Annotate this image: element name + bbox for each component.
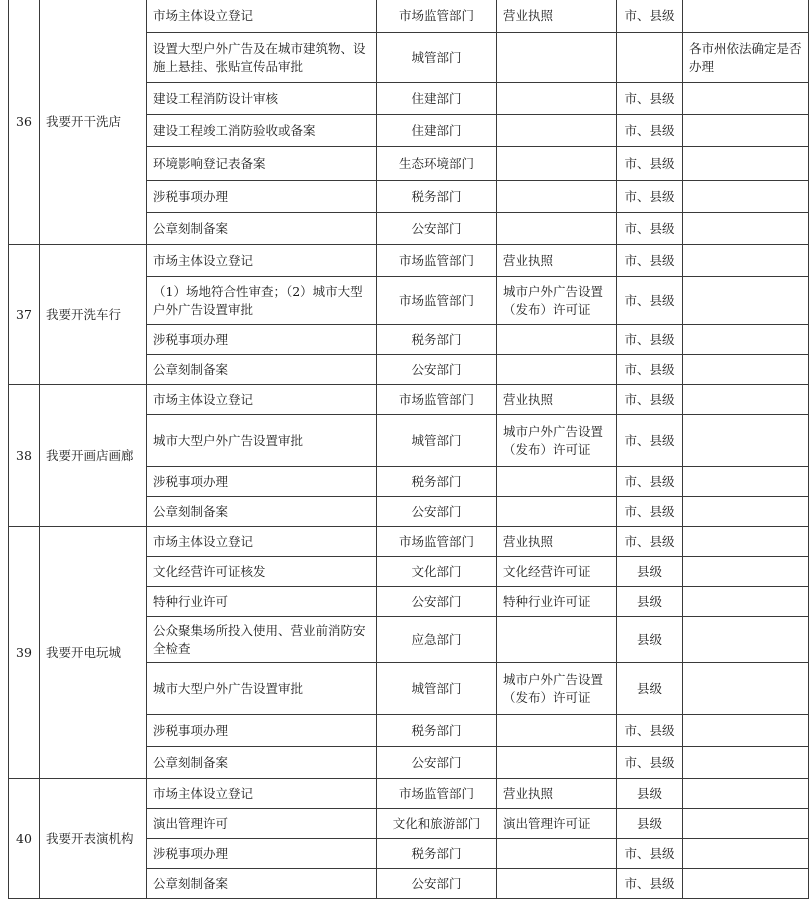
item-name: 公众聚集场所投入使用、营业前消防安全检查	[147, 617, 377, 663]
remark	[683, 277, 809, 325]
handling-level: 县级	[617, 779, 683, 809]
remark	[683, 557, 809, 587]
item-name: 设置大型户外广告及在城市建筑物、设施上悬挂、张贴宣传品审批	[147, 33, 377, 83]
remark	[683, 467, 809, 497]
result-document	[497, 181, 617, 213]
result-document	[497, 467, 617, 497]
remark	[683, 747, 809, 779]
department: 公安部门	[377, 355, 497, 385]
item-name: 特种行业许可	[147, 587, 377, 617]
item-name: 文化经营许可证核发	[147, 557, 377, 587]
result-document	[497, 869, 617, 899]
department: 市场监管部门	[377, 245, 497, 277]
table-row	[9, 527, 809, 557]
department: 市场监管部门	[377, 527, 497, 557]
handling-level: 市、县级	[617, 715, 683, 747]
group-number: 38	[9, 385, 40, 527]
item-name: 涉税事项办理	[147, 715, 377, 747]
department: 公安部门	[377, 497, 497, 527]
handling-level: 市、县级	[617, 355, 683, 385]
result-document: 城市户外广告设置（发布）许可证	[497, 415, 617, 467]
remark	[683, 181, 809, 213]
department: 税务部门	[377, 181, 497, 213]
result-document: 营业执照	[497, 385, 617, 415]
group-service-name: 我要开表演机构	[40, 779, 147, 899]
item-name: 涉税事项办理	[147, 325, 377, 355]
department: 公安部门	[377, 213, 497, 245]
item-name: 市场主体设立登记	[147, 527, 377, 557]
result-document: 演出管理许可证	[497, 809, 617, 839]
department: 城管部门	[377, 663, 497, 715]
department: 税务部门	[377, 715, 497, 747]
item-name: 市场主体设立登记	[147, 385, 377, 415]
result-document	[497, 355, 617, 385]
result-document	[497, 617, 617, 663]
remark	[683, 245, 809, 277]
item-name: 市场主体设立登记	[147, 245, 377, 277]
remark	[683, 385, 809, 415]
handling-level: 市、县级	[617, 181, 683, 213]
remark	[683, 839, 809, 869]
item-name: （1）场地符合性审查；（2）城市大型户外广告设置审批	[147, 277, 377, 325]
item-name: 涉税事项办理	[147, 467, 377, 497]
result-document	[497, 147, 617, 181]
department: 税务部门	[377, 839, 497, 869]
remark	[683, 779, 809, 809]
service-items-table	[8, 0, 809, 899]
department: 税务部门	[377, 467, 497, 497]
table-row	[9, 245, 809, 277]
result-document: 营业执照	[497, 779, 617, 809]
result-document: 特种行业许可证	[497, 587, 617, 617]
remark	[683, 147, 809, 181]
department: 住建部门	[377, 83, 497, 115]
handling-level: 市、县级	[617, 527, 683, 557]
department: 税务部门	[377, 325, 497, 355]
result-document	[497, 839, 617, 869]
item-name: 建设工程消防设计审核	[147, 83, 377, 115]
remark	[683, 715, 809, 747]
handling-level: 市、县级	[617, 869, 683, 899]
result-document	[497, 83, 617, 115]
department: 市场监管部门	[377, 779, 497, 809]
handling-level: 市、县级	[617, 115, 683, 147]
handling-level: 市、县级	[617, 325, 683, 355]
item-name: 环境影响登记表备案	[147, 147, 377, 181]
department: 文化和旅游部门	[377, 809, 497, 839]
handling-level	[617, 33, 683, 83]
result-document: 营业执照	[497, 527, 617, 557]
item-name: 城市大型户外广告设置审批	[147, 415, 377, 467]
handling-level: 市、县级	[617, 385, 683, 415]
remark	[683, 617, 809, 663]
remark	[683, 415, 809, 467]
remark	[683, 355, 809, 385]
item-name: 涉税事项办理	[147, 839, 377, 869]
remark	[683, 587, 809, 617]
group-service-name: 我要开洗车行	[40, 245, 147, 385]
group-service-name: 我要开电玩城	[40, 527, 147, 779]
handling-level: 市、县级	[617, 839, 683, 869]
department: 应急部门	[377, 617, 497, 663]
item-name: 市场主体设立登记	[147, 779, 377, 809]
remark	[683, 325, 809, 355]
result-document: 营业执照	[497, 0, 617, 33]
table-body	[9, 0, 809, 899]
item-name: 公章刻制备案	[147, 355, 377, 385]
item-name: 公章刻制备案	[147, 497, 377, 527]
remark	[683, 869, 809, 899]
handling-level: 市、县级	[617, 83, 683, 115]
item-name: 公章刻制备案	[147, 213, 377, 245]
result-document	[497, 747, 617, 779]
remark	[683, 663, 809, 715]
remark	[683, 527, 809, 557]
item-name: 公章刻制备案	[147, 869, 377, 899]
result-document	[497, 115, 617, 147]
group-service-name: 我要开干洗店	[40, 0, 147, 245]
remark	[683, 115, 809, 147]
item-name: 涉税事项办理	[147, 181, 377, 213]
department: 住建部门	[377, 115, 497, 147]
handling-level: 县级	[617, 809, 683, 839]
handling-level: 市、县级	[617, 747, 683, 779]
handling-level: 市、县级	[617, 497, 683, 527]
handling-level: 市、县级	[617, 0, 683, 33]
remark	[683, 83, 809, 115]
handling-level: 市、县级	[617, 467, 683, 497]
handling-level: 市、县级	[617, 147, 683, 181]
department: 城管部门	[377, 415, 497, 467]
department: 文化部门	[377, 557, 497, 587]
item-name: 市场主体设立登记	[147, 0, 377, 33]
result-document: 文化经营许可证	[497, 557, 617, 587]
handling-level: 市、县级	[617, 245, 683, 277]
result-document	[497, 497, 617, 527]
group-number: 39	[9, 527, 40, 779]
department: 公安部门	[377, 747, 497, 779]
handling-level: 县级	[617, 663, 683, 715]
result-document: 城市户外广告设置（发布）许可证	[497, 277, 617, 325]
result-document	[497, 213, 617, 245]
item-name: 建设工程竣工消防验收或备案	[147, 115, 377, 147]
item-name: 城市大型户外广告设置审批	[147, 663, 377, 715]
item-name: 公章刻制备案	[147, 747, 377, 779]
group-number: 37	[9, 245, 40, 385]
handling-level: 市、县级	[617, 213, 683, 245]
group-number: 36	[9, 0, 40, 245]
department: 生态环境部门	[377, 147, 497, 181]
group-number: 40	[9, 779, 40, 899]
table-row	[9, 0, 809, 33]
handling-level: 县级	[617, 587, 683, 617]
department: 市场监管部门	[377, 385, 497, 415]
remark	[683, 497, 809, 527]
handling-level: 市、县级	[617, 415, 683, 467]
handling-level: 市、县级	[617, 277, 683, 325]
remark: 各市州依法确定是否办理	[683, 33, 809, 83]
department: 公安部门	[377, 587, 497, 617]
group-service-name: 我要开画店画廊	[40, 385, 147, 527]
result-document: 城市户外广告设置（发布）许可证	[497, 663, 617, 715]
result-document	[497, 715, 617, 747]
remark	[683, 213, 809, 245]
handling-level: 县级	[617, 617, 683, 663]
department: 市场监管部门	[377, 277, 497, 325]
department: 城管部门	[377, 33, 497, 83]
result-document	[497, 33, 617, 83]
remark	[683, 0, 809, 33]
department: 公安部门	[377, 869, 497, 899]
remark	[683, 809, 809, 839]
table-row	[9, 385, 809, 415]
department: 市场监管部门	[377, 0, 497, 33]
result-document	[497, 325, 617, 355]
result-document: 营业执照	[497, 245, 617, 277]
handling-level: 县级	[617, 557, 683, 587]
table-row	[9, 779, 809, 809]
item-name: 演出管理许可	[147, 809, 377, 839]
